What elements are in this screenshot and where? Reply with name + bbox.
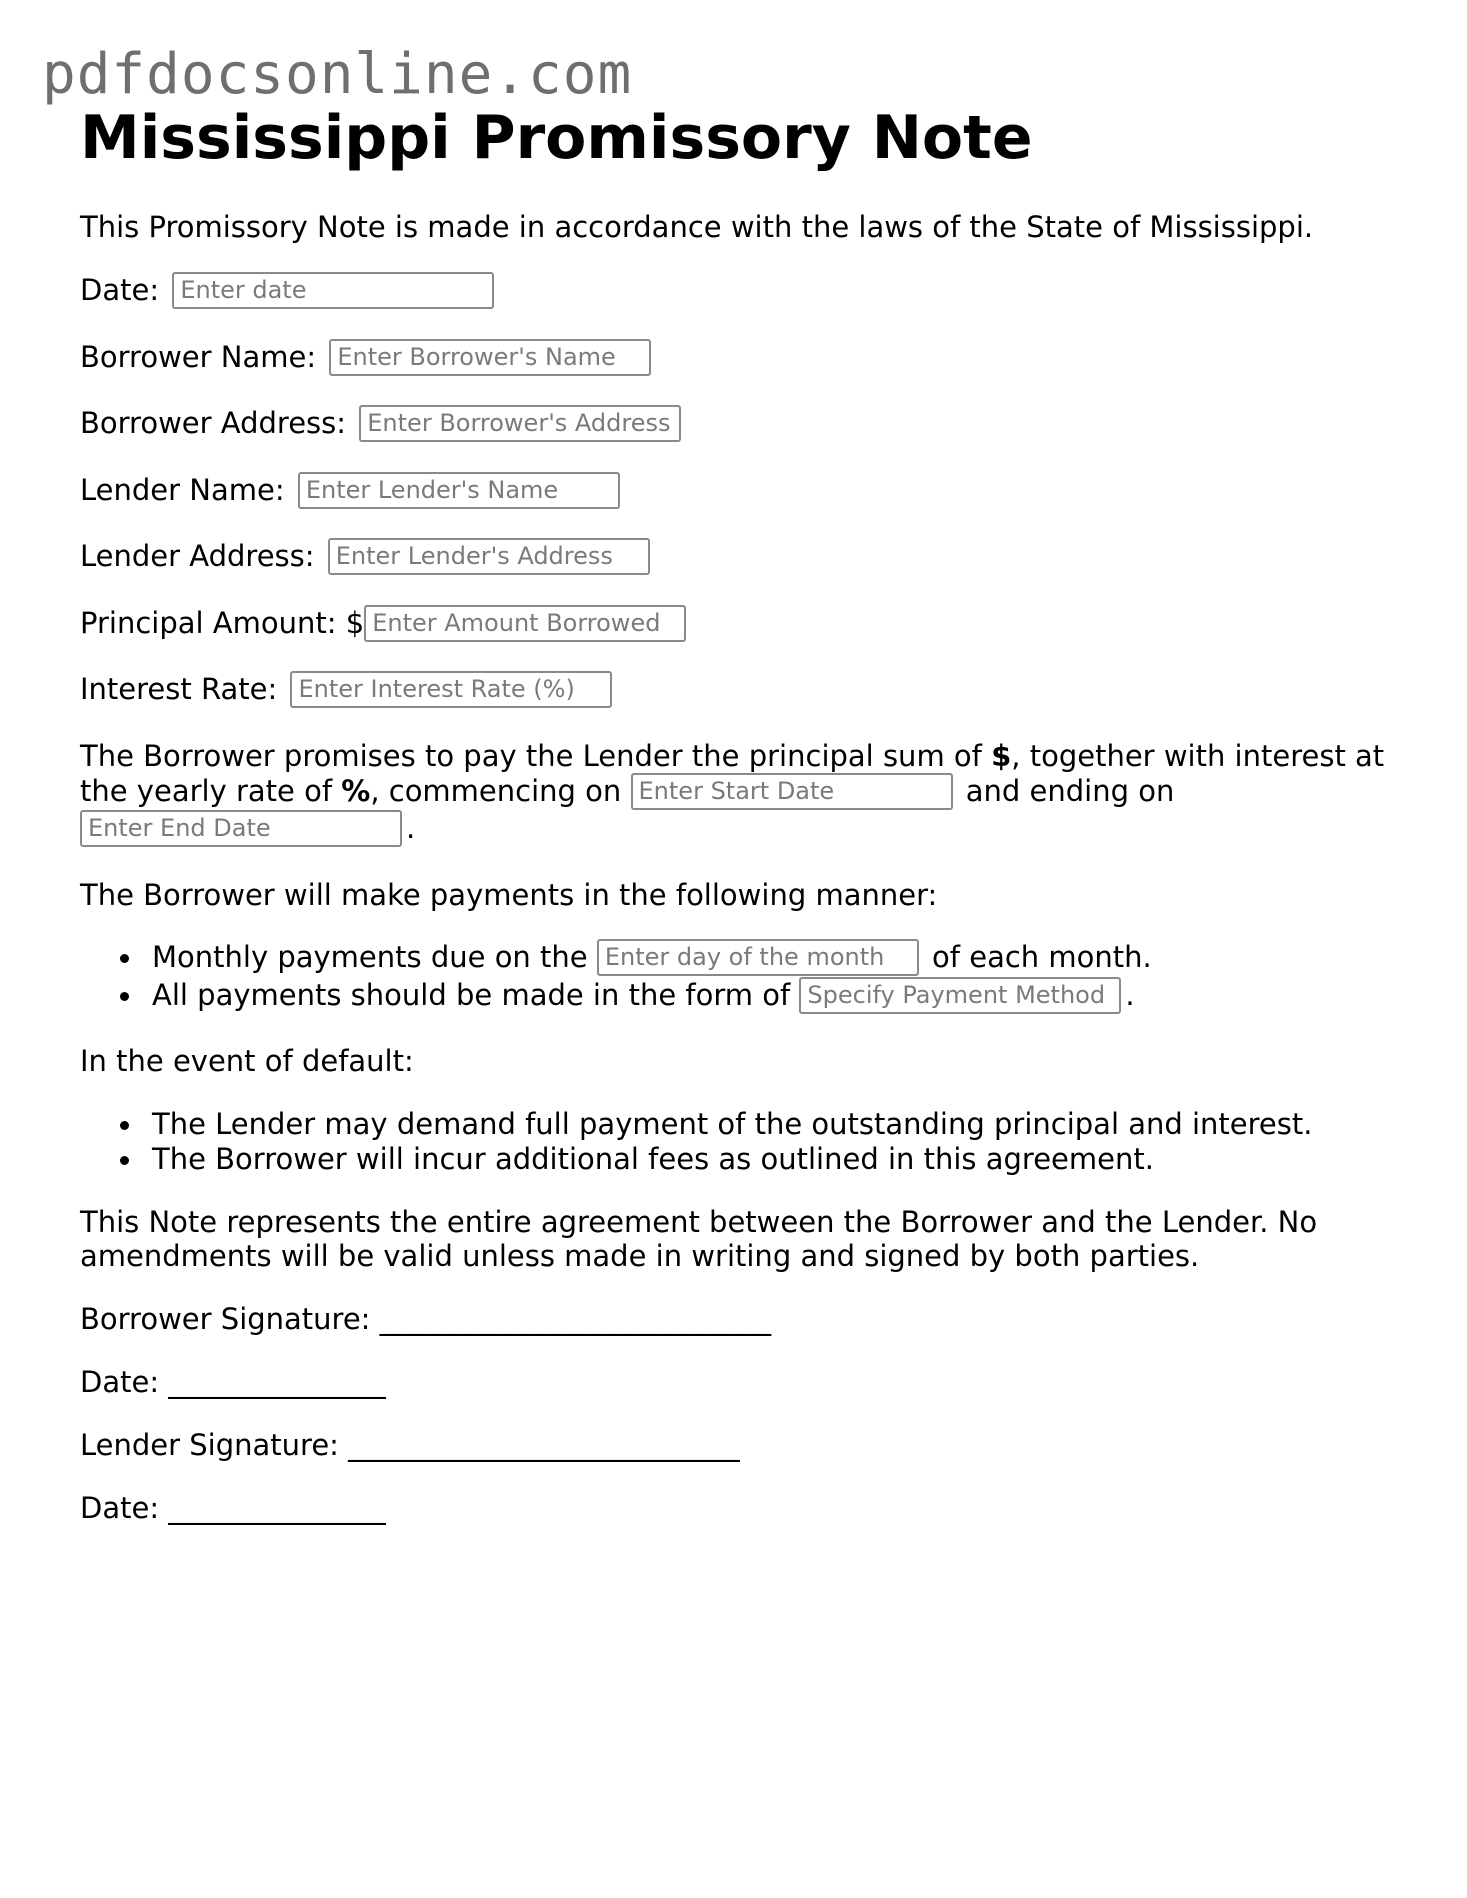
payment-method-input[interactable]: Specify Payment Method <box>799 977 1121 1014</box>
list-item <box>80 940 1152 978</box>
promise-text-4: , commencing on <box>370 774 631 808</box>
date-label: Date: <box>80 273 160 307</box>
document-title: Mississippi Promissory Note <box>80 103 1033 173</box>
list-item <box>80 978 1152 1016</box>
promise-text-2: , together with interest at <box>1011 739 1385 773</box>
payments-list <box>80 940 1152 1016</box>
bullet-icon <box>120 954 129 963</box>
payment-item-1-suffix: of each month. <box>922 940 1152 974</box>
entire-agreement-line-2: amendments will be valid unless made in writing and signed by both parties. <box>80 1239 1200 1273</box>
principal-amount-input[interactable]: Enter Amount Borrowed <box>364 605 686 642</box>
date-row <box>80 273 498 311</box>
payments-heading: The Borrower will make payments in the following manner: <box>80 878 938 912</box>
promise-line-1 <box>80 739 1384 774</box>
bullet-icon <box>120 992 129 1001</box>
lender-address-label: Lender Address: <box>80 539 315 573</box>
promise-text-1: The Borrower promises to pay the Lender the principal sum of <box>80 739 992 773</box>
default-list <box>80 1107 1312 1177</box>
watermark-text: pdfdocsonline.com <box>42 42 633 107</box>
borrower-name-label: Borrower Name: <box>80 340 317 374</box>
lender-name-label: Lender Name: <box>80 473 285 507</box>
interest-rate-label: Interest Rate: <box>80 672 278 706</box>
bullet-icon <box>120 1156 129 1165</box>
borrower-address-row <box>80 406 685 444</box>
borrower-name-row <box>80 340 655 378</box>
lender-address-input[interactable]: Enter Lender's Address <box>328 538 650 575</box>
borrower-address-input[interactable]: Enter Borrower's Address <box>359 405 681 442</box>
promise-percent-sign: % <box>341 774 371 808</box>
promise-text-6: . <box>406 811 416 845</box>
payment-item-2-text: All payments should be made in the form of <box>152 978 800 1012</box>
intro-text: This Promissory Note is made in accordance with the laws of the State of Mississippi. <box>80 210 1314 244</box>
borrower-date-line: Date: _______________ <box>80 1365 386 1399</box>
lender-name-input[interactable]: Enter Lender's Name <box>298 472 620 509</box>
payment-item-1-text: Monthly payments due on the <box>152 940 597 974</box>
list-item <box>80 1142 1312 1177</box>
day-of-month-input[interactable]: Enter day of the month <box>597 939 919 976</box>
lender-date-line: Date: _______________ <box>80 1491 386 1525</box>
default-item-text: The Lender may demand full payment of the outstanding principal and interest. <box>152 1107 1313 1141</box>
end-date-input[interactable]: Enter End Date <box>80 810 402 847</box>
promise-dollar-sign: $ <box>991 739 1012 773</box>
date-input[interactable]: Enter date <box>172 272 494 309</box>
default-heading: In the event of default: <box>80 1044 414 1078</box>
default-item-text: The Borrower will incur additional fees as outlined in this agreement. <box>152 1142 1154 1176</box>
promise-text-3: the yearly rate of <box>80 774 342 808</box>
promise-text-5: and ending on <box>956 774 1175 808</box>
payment-item-2-suffix: . <box>1125 978 1135 1012</box>
promise-line-2 <box>80 774 1174 812</box>
lender-name-row <box>80 473 624 511</box>
start-date-input[interactable]: Enter Start Date <box>631 773 953 810</box>
interest-rate-input[interactable]: Enter Interest Rate (%) <box>290 671 612 708</box>
entire-agreement-line-1: This Note represents the entire agreement between the Borrower and the Lender. No <box>80 1205 1318 1239</box>
promise-line-3 <box>80 811 415 849</box>
borrower-signature-line: Borrower Signature: ___________________________ <box>80 1302 772 1336</box>
interest-rate-row <box>80 672 616 710</box>
principal-amount-row <box>80 606 690 644</box>
lender-signature-line: Lender Signature: ___________________________ <box>80 1428 740 1462</box>
borrower-address-label: Borrower Address: <box>80 406 347 440</box>
bullet-icon <box>120 1121 129 1130</box>
lender-address-row <box>80 539 654 577</box>
borrower-name-input[interactable]: Enter Borrower's Name <box>329 339 651 376</box>
principal-amount-label: Principal Amount: $ <box>80 606 365 640</box>
list-item <box>80 1107 1312 1142</box>
